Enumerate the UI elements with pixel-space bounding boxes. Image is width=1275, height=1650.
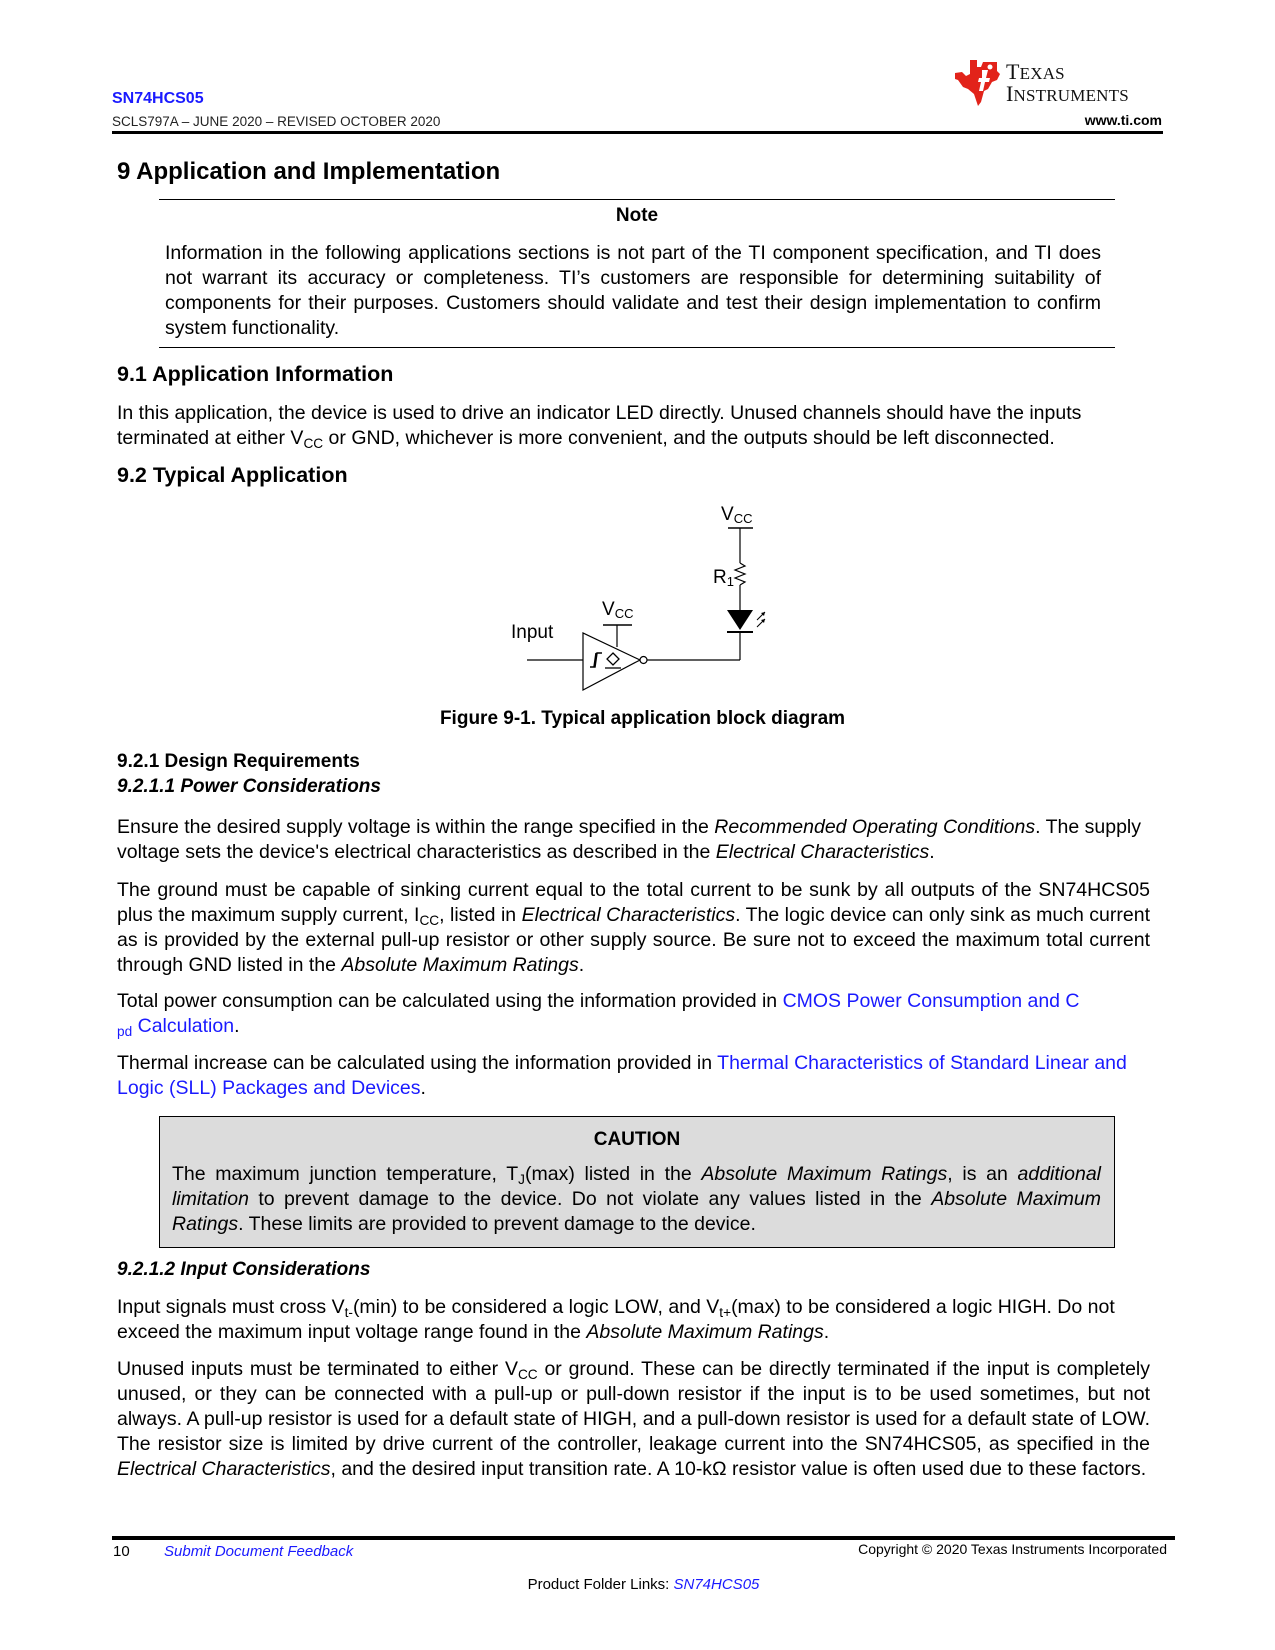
power-paragraph-3: Total power consumption can be calculated using the information provided in CMOS Power Consumption and C $_{pd}$ Calculation.: [117, 990, 1080, 1040]
note-top-rule: [159, 199, 1115, 200]
caution-body: The maximum junction temperature, $T_J(\max)$ listed in the Absolute Maximum Ratings, is an additional limitation to prevent damage to the device. Do not violate any values listed in the Absolute Maximum Ratings. These limits are provided to prevent damage to the device.: [172, 1163, 1101, 1235]
power-paragraph-1: Ensure the desired supply voltage is within the range specified in the Recommended Operating Conditions. The supply voltage sets the device's electrical characteristics as described in the Electrical Characteristics.: [117, 816, 1142, 863]
r1-label: R1: [713, 567, 734, 589]
page-title: 9 Application and Implementation: [117, 158, 501, 185]
document-revision: SCLS797A – JUNE 2020 – REVISED OCTOBER 2020: [112, 114, 441, 129]
input-paragraph-1: Input signals must cross $V_{t-}(\min)$ to be considered a logic LOW, and $V_{t+}(\max)$ to be considered a logic HIGH. Do not exceed the maximum input voltage range found in the Absolute Maximum Ratings.: [117, 1296, 1115, 1343]
note-title: Note: [615, 205, 659, 226]
led-icon: [727, 610, 765, 632]
page-number: 10: [113, 1543, 130, 1560]
section-9-1-paragraph: In this application, the device is used to drive an indicator LED directly. Unused channels should have the inputs terminated at either $V_{CC}$ or GND, whichever is more convenient, and the outputs should be left disconnected.: [117, 402, 1082, 452]
section-9-2-1-2-heading: 9.2.1.2 Input Considerations: [117, 1259, 371, 1280]
vcc-top-label: VCC: [721, 504, 753, 526]
section-9-1-heading: 9.1 Application Information: [117, 362, 394, 386]
product-folder-links: Product Folder Links: SN74HCS05: [527, 1576, 760, 1593]
copyright: Copyright © 2020 Texas Instruments Incorporated: [858, 1541, 1167, 1557]
footer-rule: [112, 1536, 1175, 1540]
input-label: Input: [511, 622, 554, 643]
caution-box: [159, 1116, 1115, 1248]
ti-logo-icon: [953, 58, 1003, 108]
power-paragraph-4: Thermal increase can be calculated using the information provided in Thermal Characteristics of Standard Linear and Logic (SLL) Packages and Devices.: [117, 1052, 1127, 1099]
section-9-2-1-1-heading: 9.2.1.1 Power Considerations: [117, 776, 381, 797]
cmos-power-consumption-link[interactable]: CMOS Power Consumption and C $_{pd}$ Calculation: [117, 990, 1080, 1040]
ti-wordmark: TEXAS INSTRUMENTS: [1006, 59, 1129, 106]
note-bottom-rule: [159, 347, 1115, 348]
input-paragraph-2: Unused inputs must be terminated to either $V_{CC}$ or ground. These can be directly terminated if the input is completely unused, or they can be connected with a pull-up or pull-down resistor if the input is to be used sometimes, but not always. A pull-up resistor is used for a default state of HIGH, and a pull-down resistor is used for a default state of LOW. The resistor size is limited by drive current of the controller, leakage current into the SN74HCS05, as specified in the Electrical Characteristics, and the desired input transition rate. A 10-kΩ resistor value is often used due to these factors.: [117, 1358, 1150, 1480]
figure-caption: Figure 9-1. Typical application block diagram: [439, 708, 846, 729]
power-paragraph-2: The ground must be capable of sinking current equal to the total current to be sunk by all outputs of the SN74HCS05 plus the maximum supply current, $I_{CC}$, listed in Electrical Characteristics. The logic device can only sink as much current as is provided by the external pull-up resistor or other supply source. Be sure not to exceed the maximum total current through GND listed in the Absolute Maximum Ratings.: [117, 879, 1150, 976]
resistor-icon: [735, 563, 745, 585]
product-folder-link[interactable]: SN74HCS05: [673, 1576, 760, 1593]
ti-logo[interactable]: [953, 58, 1158, 108]
typical-application-diagram: [495, 495, 785, 695]
schmitt-inverter-icon: [583, 633, 647, 690]
ti-website-link[interactable]: www.ti.com: [1084, 112, 1162, 128]
section-9-2-heading: 9.2 Typical Application: [117, 463, 348, 487]
vcc-gate-label: VCC: [602, 599, 634, 621]
section-9-2-1-heading: 9.2.1 Design Requirements: [117, 751, 360, 772]
caution-title: CAUTION: [593, 1129, 681, 1150]
thermal-characteristics-link[interactable]: Thermal Characteristics of Standard Linear and Logic (SLL) Packages and Devices: [117, 1052, 1127, 1099]
submit-feedback-link[interactable]: Submit Document Feedback: [164, 1543, 354, 1560]
part-number-link[interactable]: SN74HCS05: [112, 90, 204, 107]
note-body: Information in the following applications sections is not part of the TI component specification, and TI does not warrant its accuracy or completeness. TI’s customers are responsible for determining suitability of components for their purposes. Customers should validate and test their design implementation to confirm system functionality.: [165, 242, 1101, 339]
header-rule: [112, 131, 1163, 134]
